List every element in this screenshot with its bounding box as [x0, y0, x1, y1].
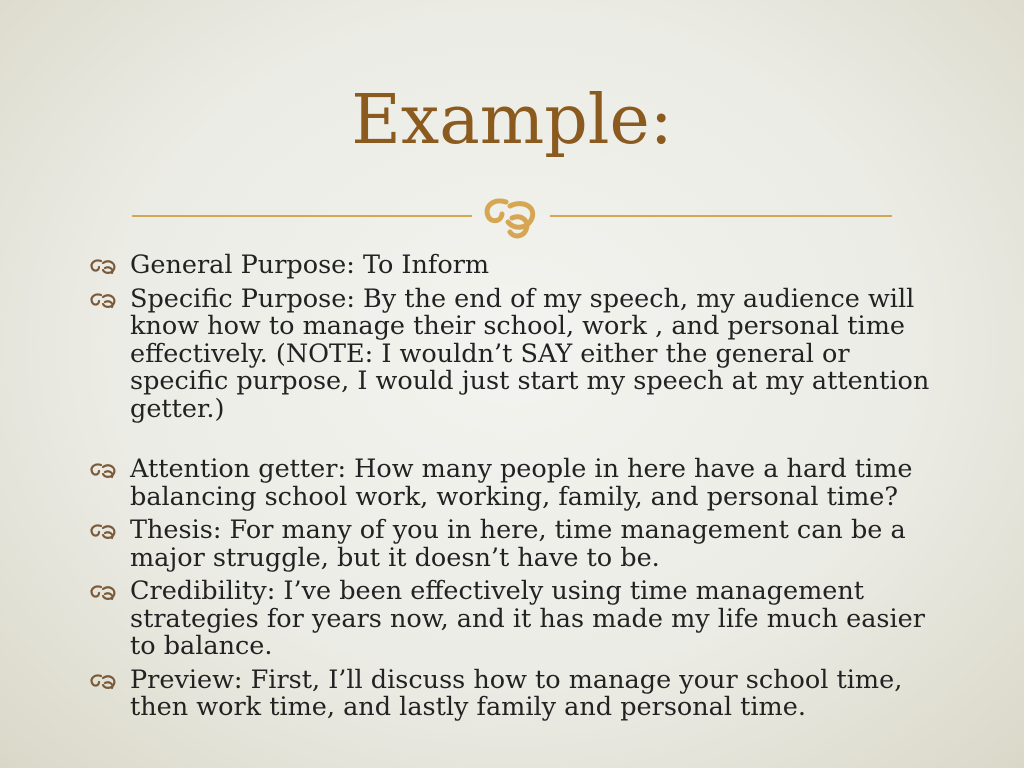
curly-ornament-bullet-icon	[88, 582, 120, 602]
divider-line-right	[550, 215, 892, 217]
list-item	[88, 283, 948, 424]
list-item	[88, 664, 948, 722]
bullet-text: General Purpose: To Inform	[130, 250, 490, 280]
slide-title: Example:	[351, 81, 673, 160]
list-item	[88, 456, 948, 511]
bullet-text: Attention getter: How many people in here have a hard time balancing school work, working, family, and personal time?	[130, 454, 913, 512]
bullet-text: Preview: First, I’ll discuss how to manage your school time, then work time, and lastly family and personal time.	[130, 664, 903, 722]
curly-ornament-bullet-icon	[88, 671, 120, 691]
curly-ornament-bullet-icon	[88, 521, 120, 541]
list-item	[88, 252, 948, 280]
bullet-list	[88, 252, 948, 722]
bullet-text: Thesis: For many of you in here, time management can be a major struggle, but it doesn’t have to be.	[130, 515, 906, 573]
curly-ornament-bullet-icon	[88, 460, 120, 480]
divider-line-left	[132, 215, 472, 217]
curly-ornament-bullet-icon	[88, 290, 120, 310]
curly-ornament-divider-icon	[476, 192, 546, 242]
bullet-text: Specific Purpose: By the end of my speech, my audience will know how to manage their school, work , and personal time effectively. (NOTE: I wouldn’t SAY either the general or specific purpose, I would just start my speech at my attention getter.)	[130, 283, 930, 424]
title-divider	[132, 192, 892, 242]
curly-ornament-bullet-icon	[88, 256, 120, 276]
list-item	[88, 517, 948, 572]
list-item	[88, 578, 948, 661]
bullet-text: Credibility: I’ve been effectively using time management strategies for years now, and it has made my life much easier to balance.	[130, 576, 925, 661]
